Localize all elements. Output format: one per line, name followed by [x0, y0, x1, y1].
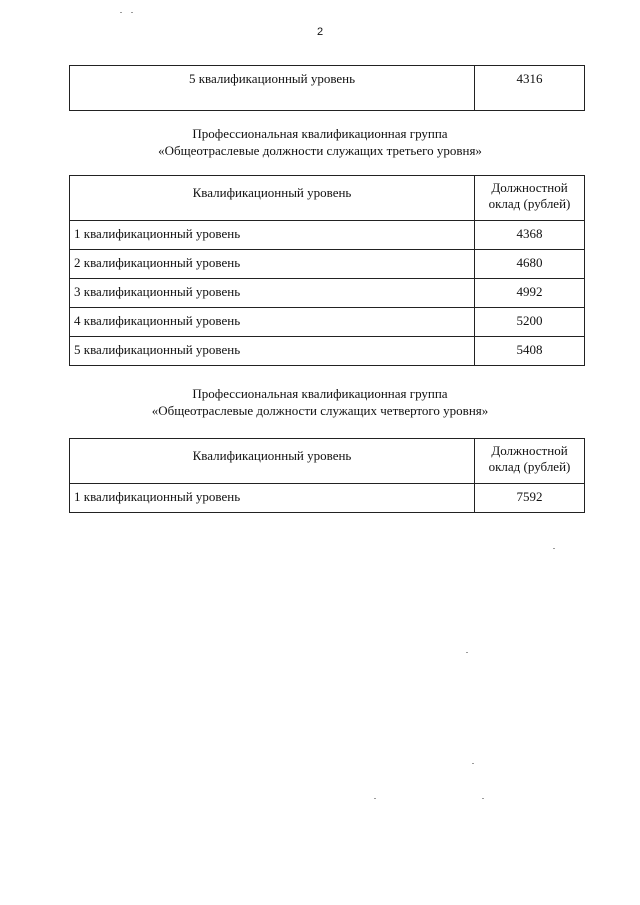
- scan-speck: [482, 798, 484, 799]
- salary-cell: 4992: [475, 279, 585, 308]
- salary-cell: 5200: [475, 308, 585, 337]
- table-row: [70, 279, 585, 308]
- scan-speck: [553, 548, 555, 549]
- group-heading-fourth-level: [0, 385, 640, 419]
- column-header-salary-line1: Должностной: [491, 180, 568, 195]
- salary-cell: 5408: [475, 337, 585, 366]
- scan-speck: [472, 763, 474, 764]
- salary-cell: 4368: [475, 221, 585, 250]
- salary-cell: 4316: [475, 66, 585, 111]
- level-cell: 3 квалификационный уровень: [70, 279, 475, 308]
- column-header-salary-line1: Должностной: [491, 443, 568, 458]
- salary-cell: 4680: [475, 250, 585, 279]
- scan-speck: [466, 652, 468, 653]
- table-header-row: [70, 176, 585, 221]
- salary-table-continuation: [69, 65, 585, 111]
- level-cell: 1 квалификационный уровень: [70, 221, 475, 250]
- group-heading-subtitle: «Общеотраслевые должности служащих третьего уровня»: [158, 143, 482, 158]
- column-header-salary-line2: оклад (рублей): [488, 196, 571, 211]
- column-header-level: Квалификационный уровень: [70, 176, 475, 221]
- scan-speck: [131, 12, 133, 13]
- column-header-level: Квалификационный уровень: [70, 439, 475, 484]
- table-row: [70, 337, 585, 366]
- salary-table-third-level: [69, 175, 585, 366]
- column-header-salary-line2: оклад (рублей): [488, 459, 571, 474]
- column-header-salary: [475, 439, 585, 484]
- level-cell: 4 квалификационный уровень: [70, 308, 475, 337]
- table-row: [70, 308, 585, 337]
- table-row: [70, 221, 585, 250]
- group-heading-title: Профессиональная квалификационная группа: [192, 386, 448, 401]
- column-header-salary: [475, 176, 585, 221]
- salary-table-fourth-level: [69, 438, 585, 513]
- table-header-row: [70, 439, 585, 484]
- page-number: 2: [316, 26, 324, 38]
- table-row: [70, 484, 585, 513]
- scan-speck: [374, 798, 376, 799]
- table-row: [70, 250, 585, 279]
- scan-speck: [120, 12, 122, 13]
- group-heading-subtitle: «Общеотраслевые должности служащих четвертого уровня»: [151, 403, 489, 418]
- level-cell: 5 квалификационный уровень: [70, 66, 475, 111]
- level-cell: 2 квалификационный уровень: [70, 250, 475, 279]
- level-cell: 1 квалификационный уровень: [70, 484, 475, 513]
- table-row: [70, 66, 585, 111]
- group-heading-third-level: [0, 125, 640, 159]
- group-heading-title: Профессиональная квалификационная группа: [192, 126, 448, 141]
- salary-cell: 7592: [475, 484, 585, 513]
- level-cell: 5 квалификационный уровень: [70, 337, 475, 366]
